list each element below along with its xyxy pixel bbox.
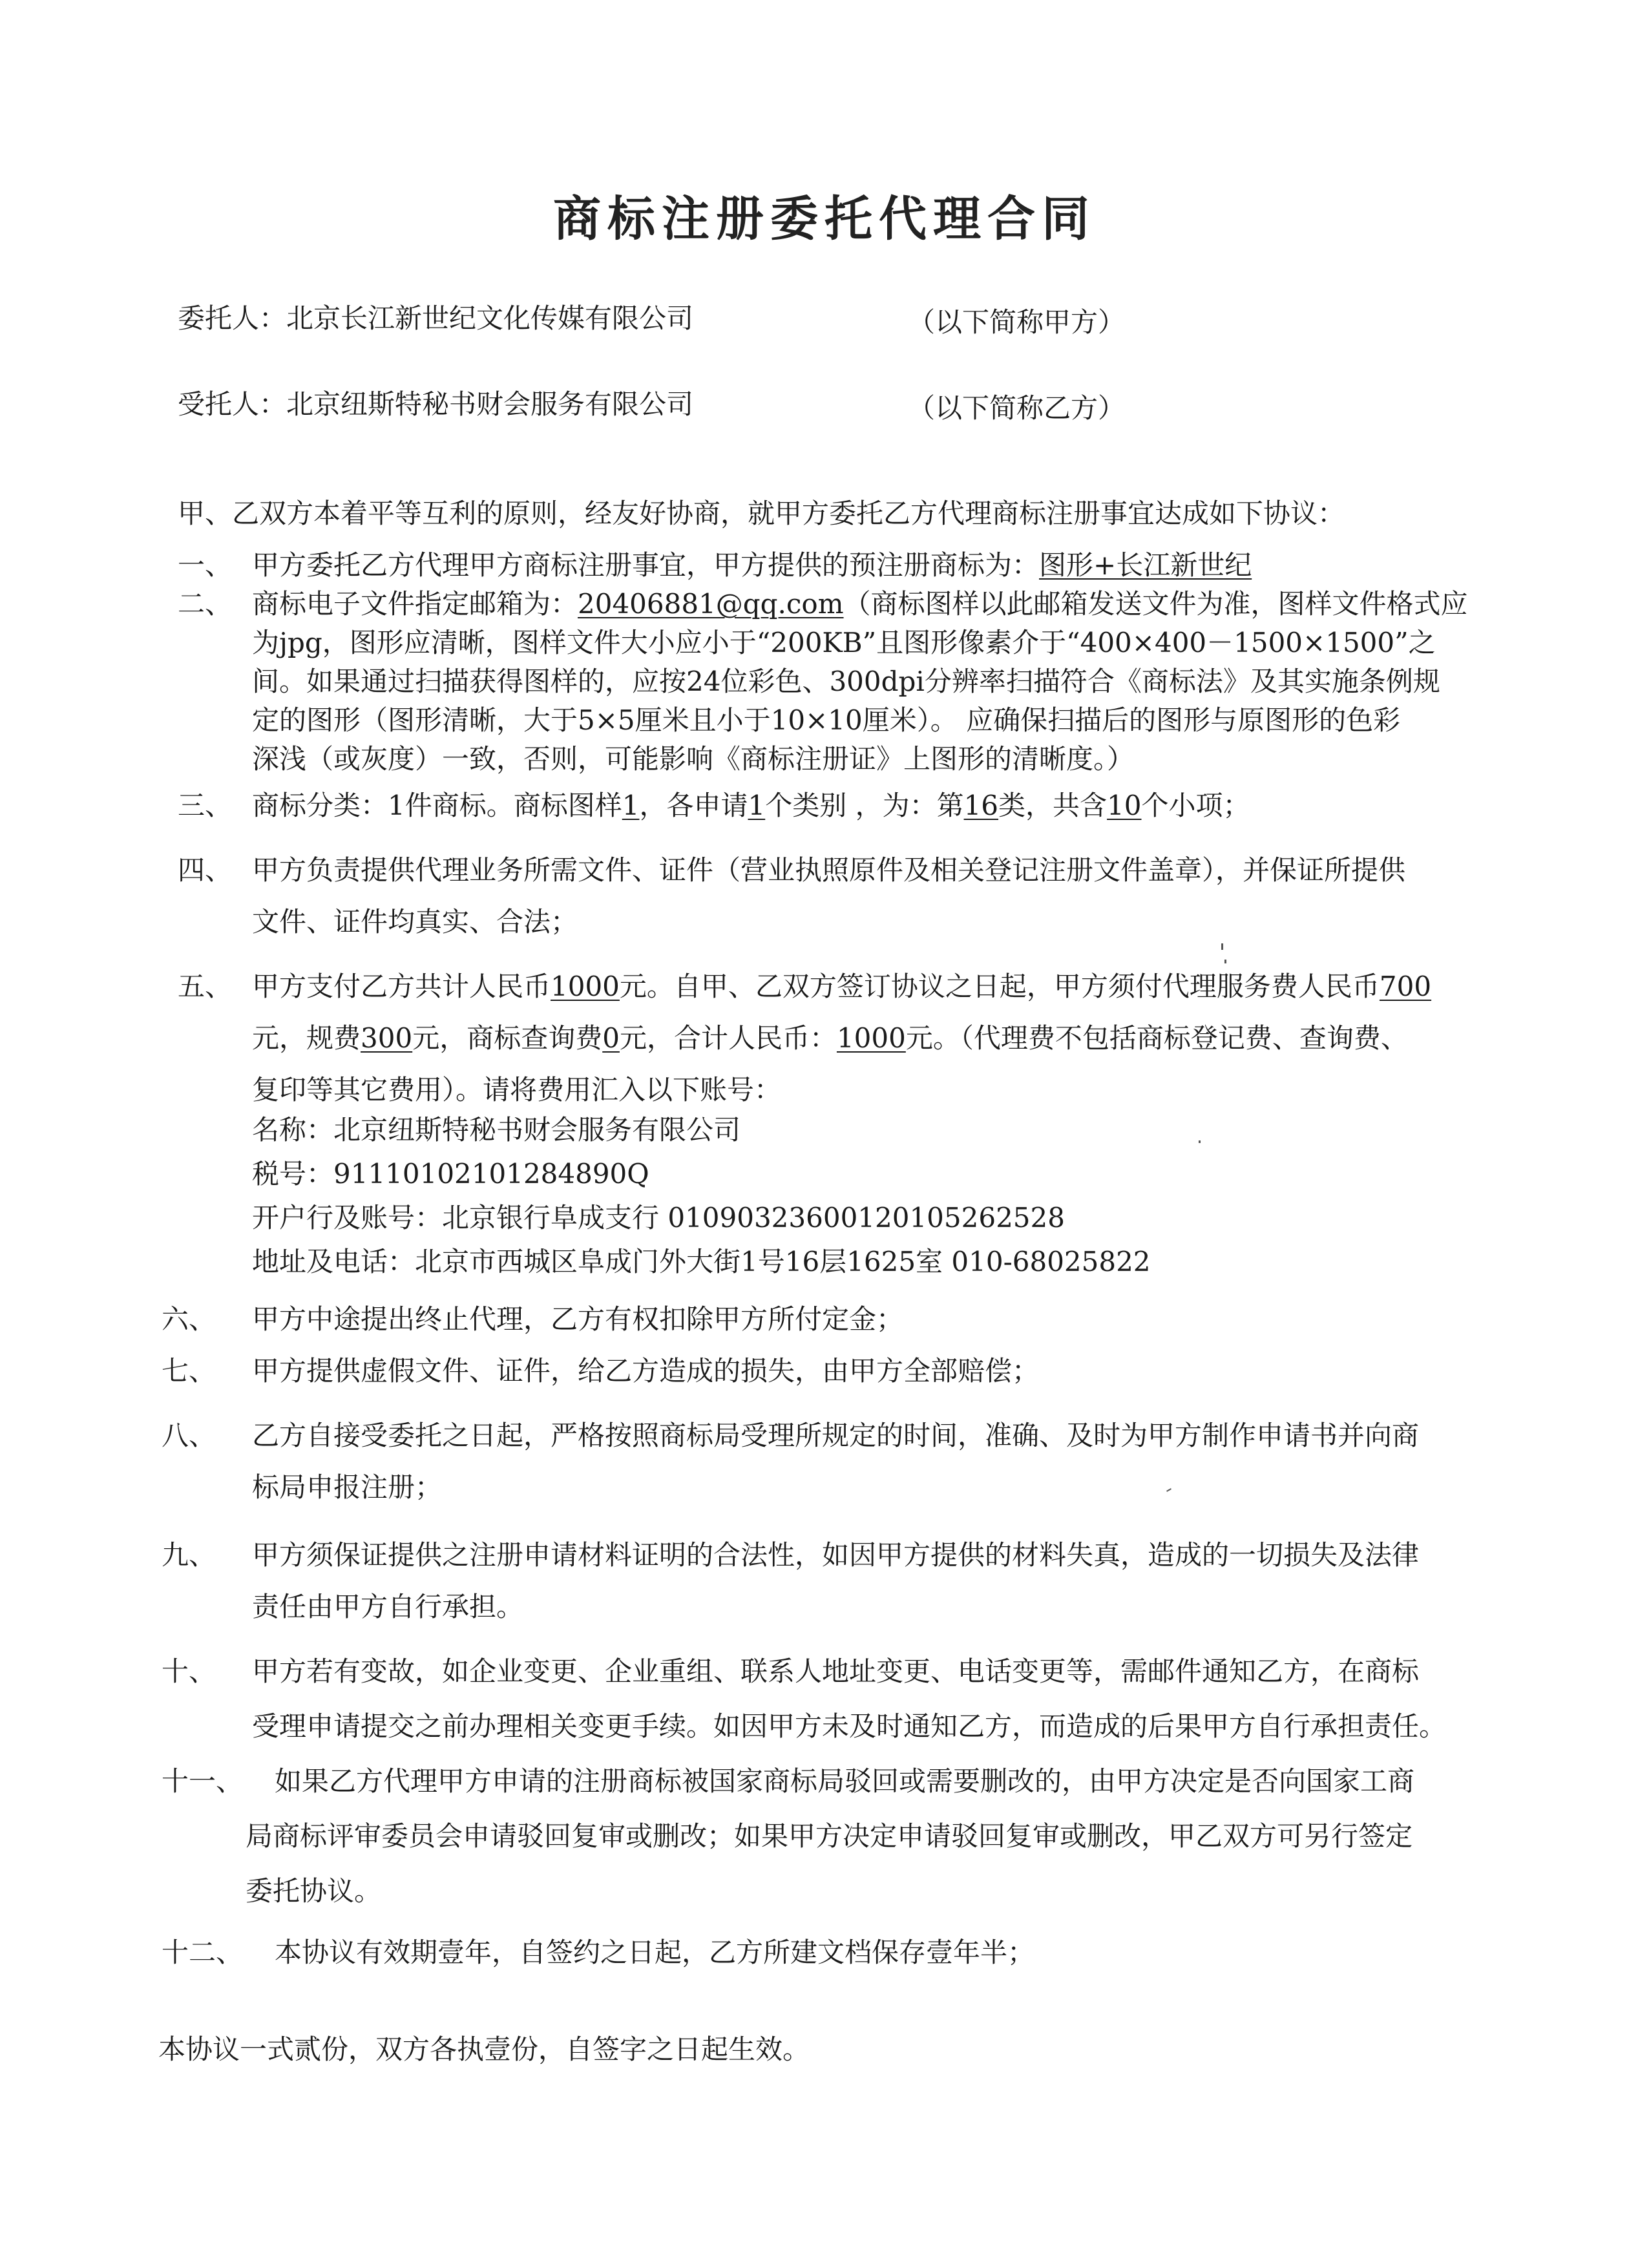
scan-speck [1221,943,1223,950]
clause-3-text-3: 个类别 ，为：第 [765,790,964,821]
intro-paragraph: 甲、乙双方本着平等互利的原则，经友好协商，就甲方委托乙方代理商标注册事宜达成如下协议： [178,498,1345,529]
clause-5-text-1: 甲方支付乙方共计人民币 [252,971,551,1002]
clause-10-line-1: 甲方若有变故，如企业变更、企业重组、联系人地址变更、电话变更等，需邮件通知乙方，在商标 [252,1655,1420,1687]
clause-3-text-2: ，各申请 [639,790,748,821]
clause-9-line-2: 责任由甲方自行承担。 [252,1591,524,1622]
clause-3-number: 三、 [178,790,233,821]
clause-5-text-4: 元，商标查询费 [412,1022,603,1054]
account-address: 地址及电话：北京市西城区阜成门外大街1号16层1625室 010-68025822 [252,1246,1151,1277]
email-label: 商标电子文件指定邮箱为： [252,588,578,620]
clause-6-number: 六、 [162,1303,216,1335]
clause-2-line-2: 为jpg，图形应清晰，图样文件大小应小于“200KB”且图形像素介于“400×400－1500×1500”之 [252,627,1436,658]
scan-speck [1224,960,1226,963]
clause-5-line-1 [252,968,1431,1005]
agent-alias: （以下简称乙方） [908,392,1126,424]
clause-2-number: 二、 [178,588,233,620]
clause-10-line-2: 受理申请提交之前办理相关变更手续。如因甲方未及时通知乙方，而造成的后果甲方自行承担责任。 [252,1710,1447,1742]
clause-11-number: 十一、 [162,1765,244,1797]
clause-3-text-5: 个小项； [1141,790,1250,821]
client-label: 委托人： [178,302,287,334]
clause-9-line-1: 甲方须保证提供之注册申请材料证明的合法性，如因甲方提供的材料失真，造成的一切损失及法律 [252,1539,1420,1571]
clause-2-note: （商标图样以此邮箱发送文件为准，图样文件格式应 [843,588,1468,620]
clause-2-line-3: 间。如果通过扫描获得图样的，应按24位彩色、300dpi分辨率扫描符合《商标法》及其实施条例规 [252,666,1440,697]
clause-4-line-1: 甲方负责提供代理业务所需文件、证件（营业执照原件及相关登记注册文件盖章），并保证所提供 [252,854,1406,886]
clause-11-line-2: 局商标评审委员会申请驳回复审或删改；如果甲方决定申请驳回复审或删改，甲乙双方可另行签定 [246,1820,1413,1852]
clause-7-number: 七、 [162,1355,216,1387]
clause-5-text-3: 元，规费 [252,1022,361,1054]
clause-11-line-3: 委托协议。 [246,1875,382,1907]
account-tax-id: 税号：91110102101284890Q [252,1158,649,1190]
clause-2-line-4: 定的图形（图形清晰，大于5×5厘米且小于10×10厘米）。 应确保扫描后的图形与原图形的色彩 [252,704,1401,736]
trademark-name: 图形+长江新世纪 [1039,549,1252,581]
clause-9-number: 九、 [162,1539,216,1571]
clause-5-line-2 [252,1020,1408,1057]
clause-11-line-1: 如果乙方代理甲方申请的注册商标被国家商标局驳回或需要删改的，由甲方决定是否向国家工商 [275,1765,1415,1797]
closing-statement: 本协议一式贰份，双方各执壹份，自签字之日起生效。 [158,2033,810,2065]
clause-2-line-1 [252,585,1468,623]
scan-speck [1199,1140,1201,1143]
sum-amount: 1000 [836,1022,906,1054]
clause-10-number: 十、 [162,1655,216,1687]
query-fee: 0 [602,1022,620,1054]
clause-12-text: 本协议有效期壹年，自签约之日起，乙方所建文档保存壹年半； [275,1937,1035,1968]
clause-6-text: 甲方中途提出终止代理，乙方有权扣除甲方所付定金； [252,1303,904,1335]
clause-8-line-1: 乙方自接受委托之日起，严格按照商标局受理所规定的时间，准确、及时为甲方制作申请书并向商 [252,1420,1420,1451]
clause-3 [252,787,1250,824]
clause-5-text-6: 元。（代理费不包括商标登记费、查询费、 [905,1022,1408,1054]
contract-title: 商标注册委托代理合同 [553,191,1096,247]
clause-1-text: 甲方委托乙方代理甲方商标注册事宜，甲方提供的预注册商标为： [252,549,1040,581]
agent-line [178,386,693,423]
account-name: 名称：北京纽斯特秘书财会服务有限公司 [252,1114,741,1146]
client-line [178,300,693,337]
clause-3-text-1: 商标分类：1件商标。商标图样 [252,790,622,821]
clause-1 [252,547,1252,584]
clause-5-number: 五、 [178,971,233,1002]
agent-name: 北京纽斯特秘书财会服务有限公司 [286,388,694,420]
client-name: 北京长江新世纪文化传媒有限公司 [286,302,694,334]
clause-3-text-4: 类，共含 [998,790,1108,821]
clause-12-number: 十二、 [162,1937,244,1968]
clause-4-line-2: 文件、证件均真实、合法； [252,906,578,938]
class-number: 16 [963,790,999,821]
account-bank: 开户行及账号：北京银行阜成支行 01090323600120105262528 [252,1202,1065,1234]
clause-8-line-2: 标局申报注册； [252,1471,443,1503]
trademark-count: 1 [622,790,640,821]
total-amount: 1000 [551,971,620,1002]
clause-8-number: 八、 [162,1420,216,1451]
clause-4-number: 四、 [178,854,233,886]
clause-5-text-5: 元，合计人民币： [619,1022,837,1054]
service-fee: 700 [1379,971,1432,1002]
category-count: 1 [748,790,766,821]
email-address: 20406881@qq.com [578,588,844,620]
official-fee: 300 [361,1022,413,1054]
client-alias: （以下简称甲方） [908,306,1126,338]
clause-7-text: 甲方提供虚假文件、证件，给乙方造成的损失，由甲方全部赔偿； [252,1355,1040,1387]
clause-5-text-2: 元。自甲、乙双方签订协议之日起，甲方须付代理服务费人民币 [619,971,1380,1002]
scan-speck [1166,1488,1171,1492]
item-count: 10 [1107,790,1142,821]
clause-1-number: 一、 [178,549,233,581]
clause-5-line-3: 复印等其它费用）。请将费用汇入以下账号： [252,1074,782,1106]
agent-label: 受托人： [178,388,287,420]
clause-2-line-5: 深浅（或灰度）一致，否则，可能影响《商标注册证》上图形的清晰度。） [252,743,1135,775]
